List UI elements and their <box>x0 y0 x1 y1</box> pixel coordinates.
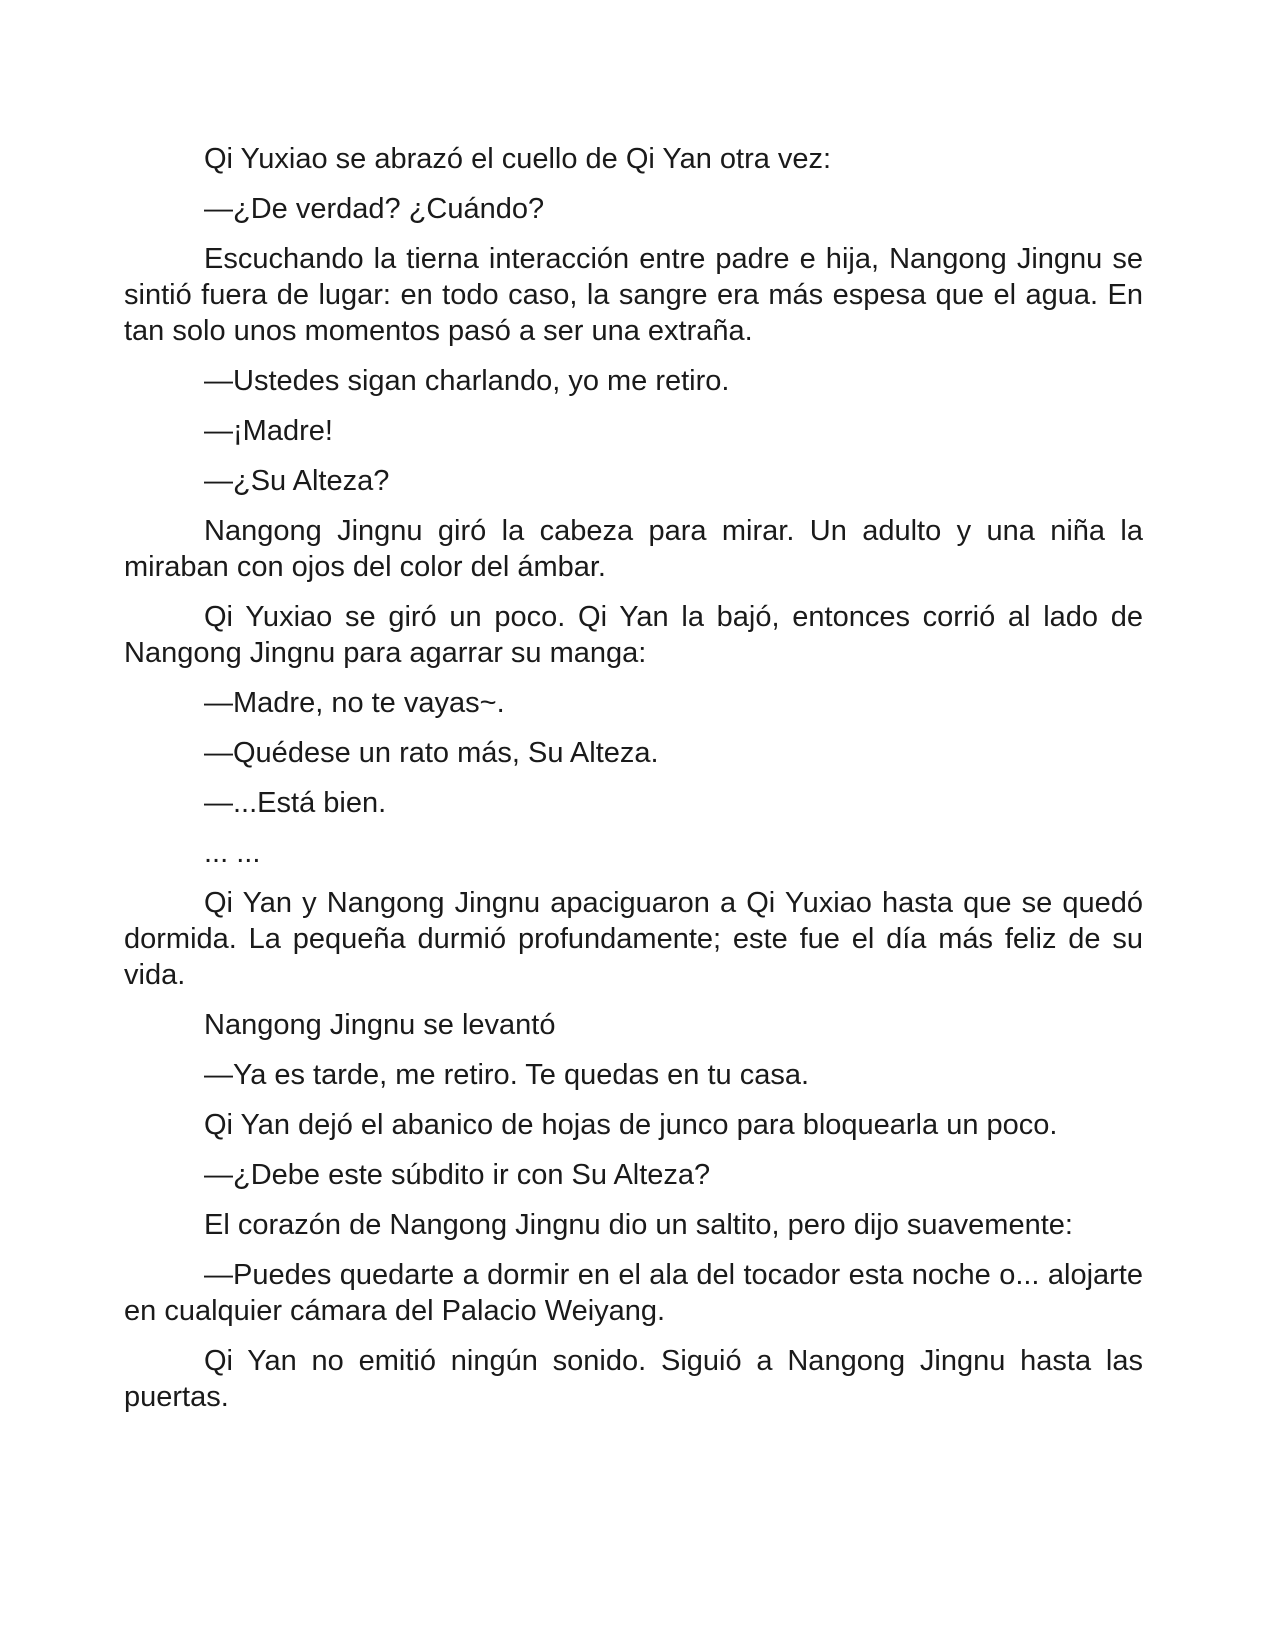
text-body <box>124 141 1143 1429</box>
paragraph: Qi Yan no emitió ningún sonido. Siguió a Nangong Jingnu hasta las puertas. <box>124 1345 1143 1413</box>
paragraph: Nangong Jingnu se levantó <box>204 1009 556 1041</box>
paragraph: El corazón de Nangong Jingnu dio un saltito, pero dijo suavemente: <box>204 1209 1073 1241</box>
paragraph: —...Está bien. <box>204 787 387 819</box>
paragraph: —¡Madre! <box>204 415 333 447</box>
paragraph: Qi Yuxiao se abrazó el cuello de Qi Yan otra vez: <box>204 143 832 175</box>
paragraph: Qi Yuxiao se giró un poco. Qi Yan la bajó, entonces corrió al lado de Nangong Jingnu para agarrar su manga: <box>124 601 1143 669</box>
paragraph: —Quédese un rato más, Su Alteza. <box>204 737 659 769</box>
paragraph: —¿Su Alteza? <box>204 465 390 497</box>
paragraph: —Puedes quedarte a dormir en el ala del tocador esta noche o... alojarte en cualquier cámara del Palacio Weiyang. <box>124 1259 1143 1327</box>
paragraph: Nangong Jingnu giró la cabeza para mirar. Un adulto y una niña la miraban con ojos del color del ámbar. <box>124 515 1143 583</box>
paragraph: —Ya es tarde, me retiro. Te quedas en tu casa. <box>204 1059 810 1091</box>
paragraph: —¿Debe este súbdito ir con Su Alteza? <box>204 1159 711 1191</box>
scene-break: ... ... <box>204 837 261 869</box>
paragraph: —Madre, no te vayas~. <box>204 687 505 719</box>
paragraph: Qi Yan y Nangong Jingnu apaciguaron a Qi Yuxiao hasta que se quedó dormida. La pequeña durmió profundamente; este fue el día más feliz de su vida. <box>124 887 1143 991</box>
paragraph: Qi Yan dejó el abanico de hojas de junco para bloquearla un poco. <box>204 1109 1058 1141</box>
paragraph: Escuchando la tierna interacción entre padre e hija, Nangong Jingnu se sintió fuera de lugar: en todo caso, la sangre era más espesa que el agua. En tan solo unos momentos pasó a ser una extraña. <box>124 243 1143 347</box>
paragraph: —Ustedes sigan charlando, yo me retiro. <box>204 365 730 397</box>
paragraph: —¿De verdad? ¿Cuándo? <box>204 193 545 225</box>
